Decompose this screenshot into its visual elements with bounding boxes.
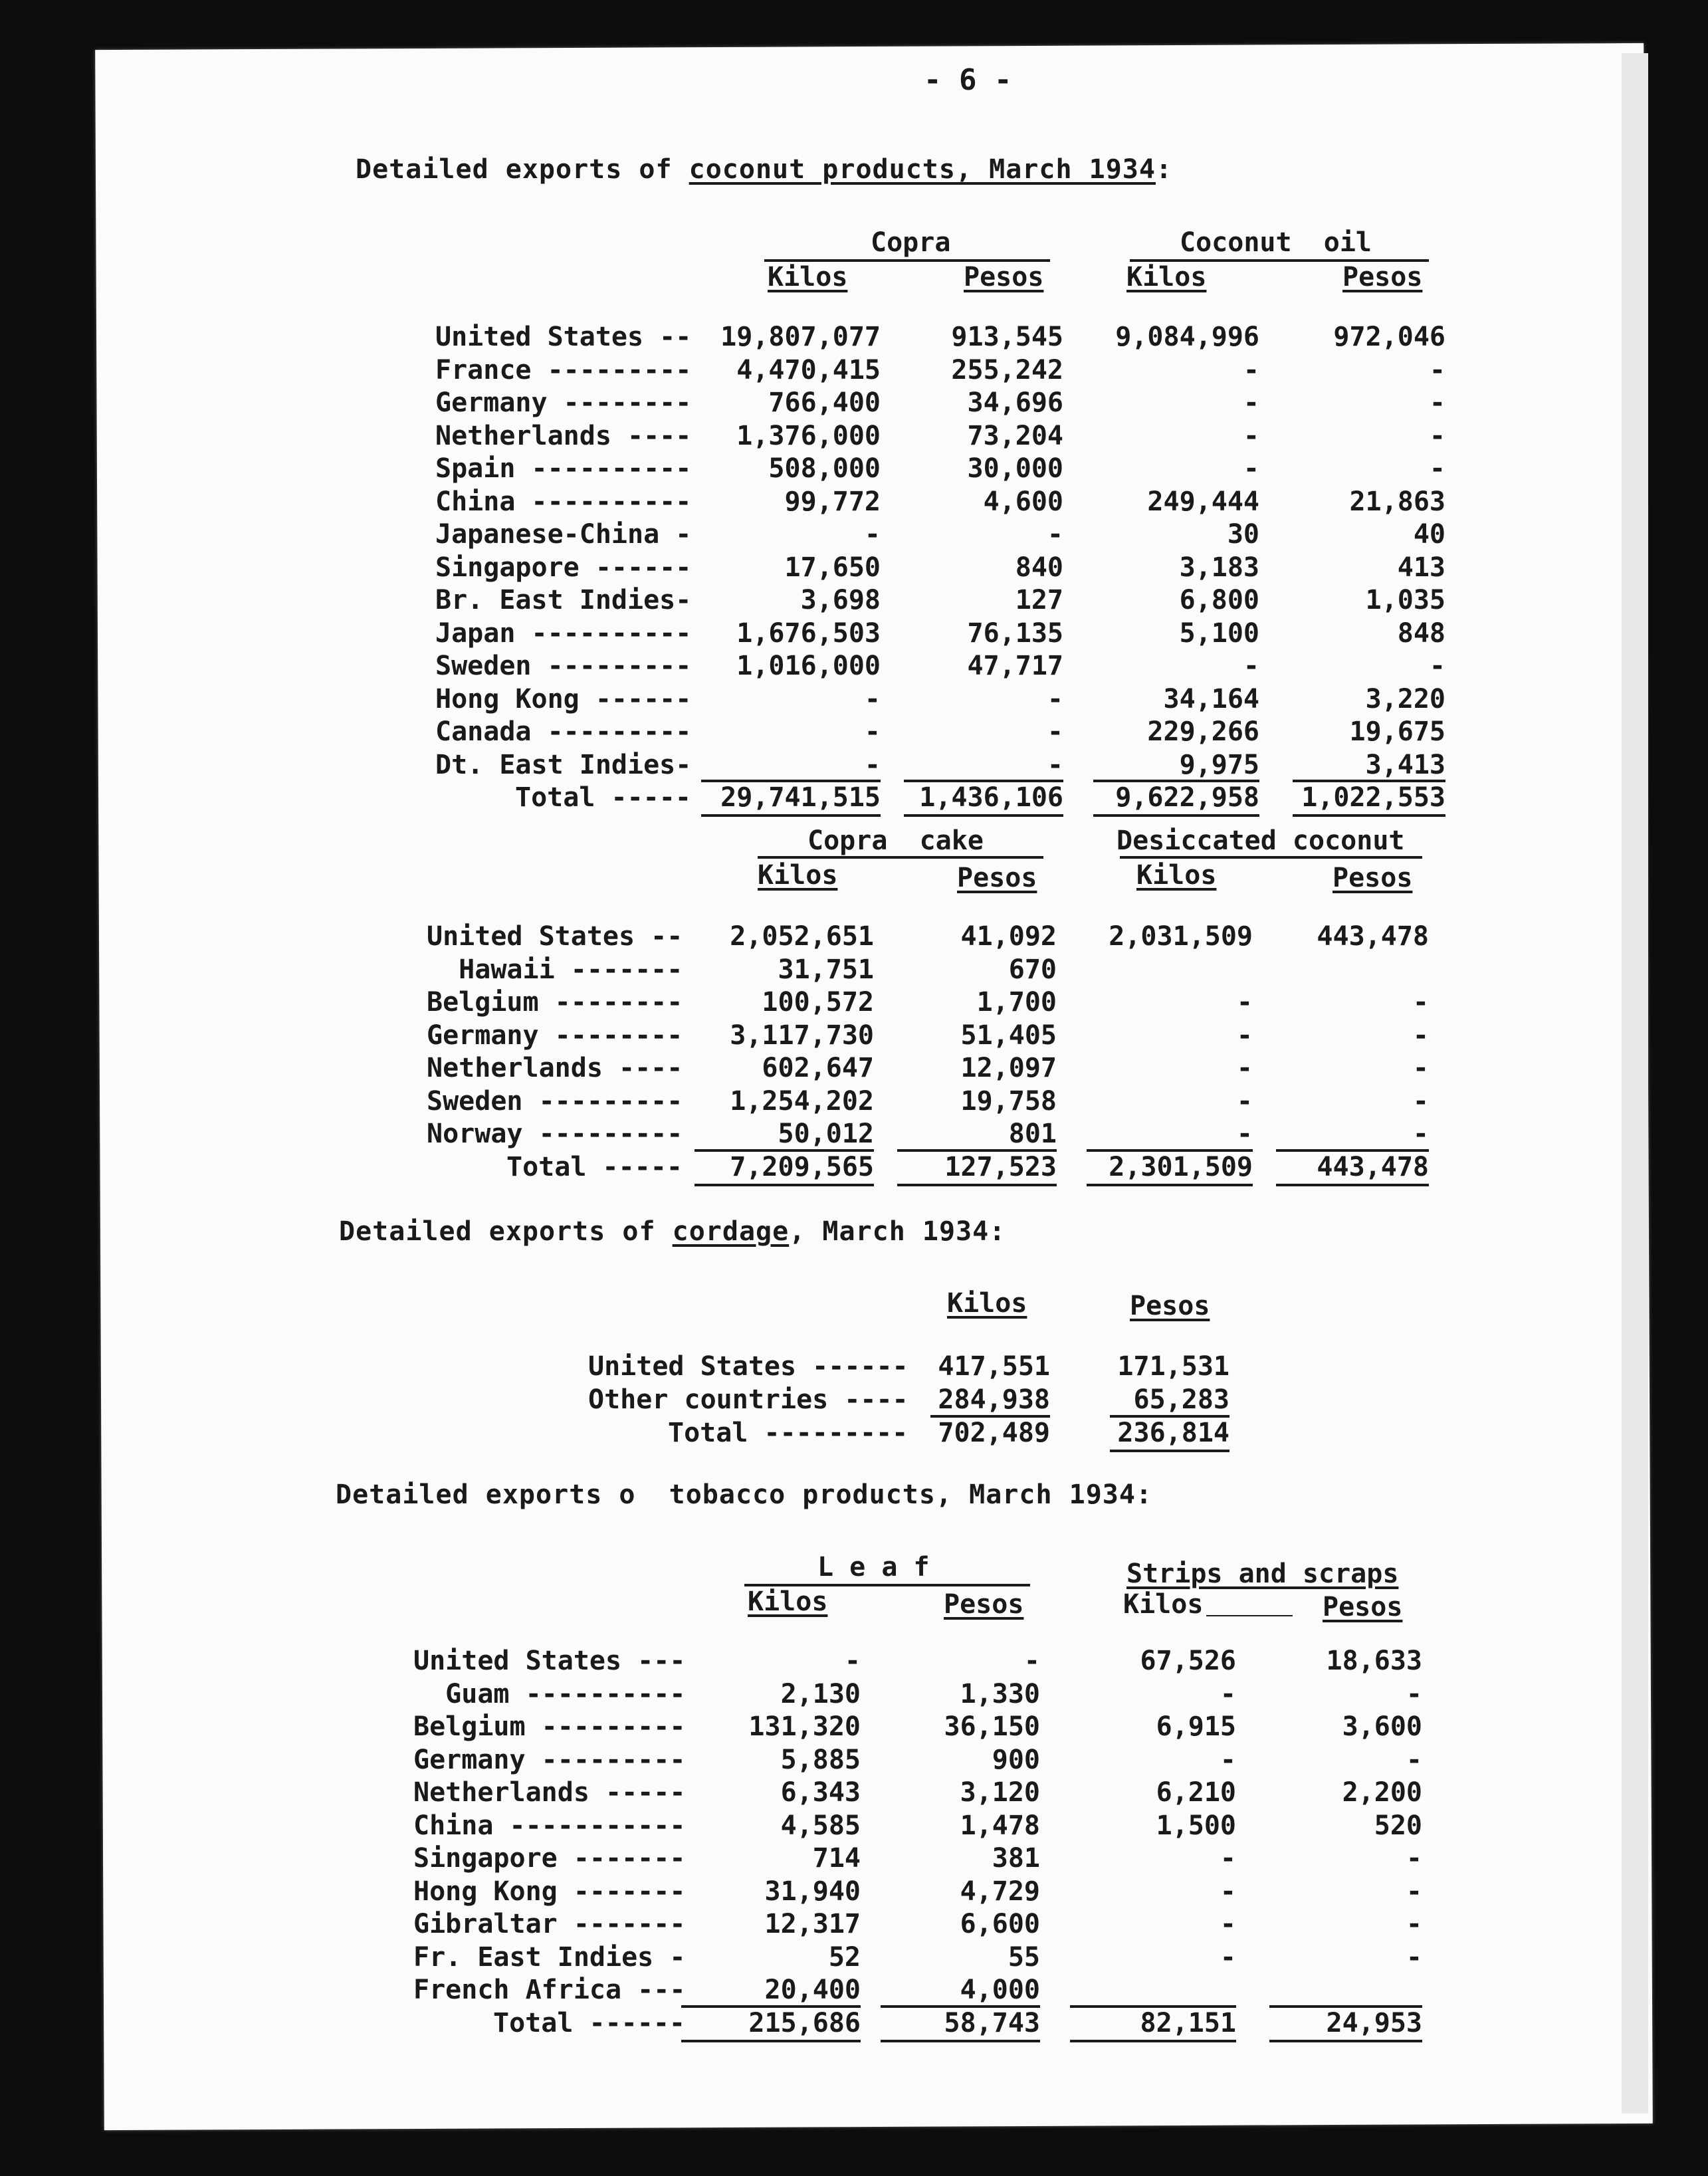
coconut-row-pesos-1: 255,242 [951, 354, 1063, 385]
tobacco-row-pesos-2: - [1406, 1843, 1422, 1874]
tobacco-row-kilos-1: 131,320 [748, 1711, 861, 1742]
coconut-row-kilos-1: 1,676,503 [736, 617, 881, 649]
copra-kilos-header: Kilos [768, 262, 848, 292]
cordage-total-kilos: 702,489 [938, 1418, 1050, 1448]
tobacco-row-pesos-1: 4,729 [960, 1876, 1040, 1907]
tobacco-row-kilos-2: 1,500 [1156, 1810, 1236, 1841]
cake-row-pesos-2: 443,478 [1317, 921, 1429, 952]
tobacco-row-kilos-1: 12,317 [764, 1909, 861, 1939]
tobacco-total-underline-kilos-2 [1070, 2040, 1236, 2042]
coconut-row-kilos-2: 9,975 [1179, 749, 1259, 780]
cake-row-kilos-2: - [1236, 1085, 1253, 1117]
cake-row-kilos-2: 2,031,509 [1109, 921, 1253, 952]
coconut-row-pesos-1: 840 [1015, 552, 1063, 583]
cordage-total-label: Total --------- [668, 1418, 908, 1448]
coconut-row-country: Japan ---------- [435, 617, 692, 649]
cordage-total-underline-pesos [1110, 1450, 1229, 1452]
coconut-heading [356, 154, 1172, 185]
coconut-row-pesos-2: 3,220 [1365, 683, 1445, 714]
cake-row-pesos-2: - [1412, 1085, 1429, 1117]
tobacco-row-pesos-2: 520 [1374, 1810, 1422, 1841]
strips-pesos-header: Pesos [1323, 1592, 1403, 1622]
tobacco-row-kilos-2: - [1220, 1909, 1236, 1939]
tobacco-total-kilos-1: 215,686 [748, 2007, 861, 2038]
tobacco-row-pesos-1: 6,600 [960, 1909, 1040, 1939]
coconut-total-underline-pesos-1 [904, 814, 1063, 817]
tobacco-row-pesos-1: 1,330 [960, 1678, 1040, 1709]
coconut-row-pesos-2: 40 [1413, 519, 1445, 550]
cake-total-underline-pesos-1 [897, 1184, 1057, 1186]
coconut-row-kilos-1: - [864, 749, 881, 780]
cake-row-country: Norway --------- [427, 1119, 683, 1149]
oil-kilos-header: Kilos [1126, 262, 1207, 292]
coconut-row-kilos-2: - [1243, 453, 1259, 484]
tobacco-row-pesos-1: 1,478 [960, 1810, 1040, 1841]
coconut-heading-subject: coconut products, March 1934 [689, 154, 1156, 185]
tobacco-row-pesos-1: 55 [1008, 1941, 1040, 1973]
tobacco-total-pesos-2: 24,953 [1326, 2007, 1422, 2038]
coconut-total-pesos-1: 1,436,106 [919, 782, 1063, 813]
tobacco-row-kilos-2: - [1220, 1843, 1236, 1874]
tobacco-row-kilos-2: - [1220, 1744, 1236, 1775]
tobacco-total-pesos-1: 58,743 [944, 2007, 1040, 2038]
coconut-row-country: Hong Kong ------ [435, 683, 692, 714]
coconut-row-kilos-2: 229,266 [1147, 716, 1259, 747]
cake-row-pesos-2: - [1412, 1020, 1429, 1051]
tobacco-row-pesos-1: 36,150 [944, 1711, 1040, 1742]
coconut-row-kilos-2: 9,084,996 [1115, 322, 1259, 352]
coconut-row-pesos-2: 19,675 [1349, 716, 1445, 747]
coconut-row-kilos-1: 99,772 [784, 486, 881, 517]
cake-total-pesos-1: 127,523 [944, 1151, 1057, 1182]
tobacco-row-kilos-1: 6,343 [780, 1777, 861, 1808]
coconut-row-pesos-2: 848 [1397, 617, 1445, 649]
cordage-heading-subject: cordage [672, 1216, 790, 1247]
coconut-row-country: Singapore ------ [435, 552, 692, 583]
cake-row-pesos-1: 41,092 [960, 921, 1057, 952]
tobacco-row-kilos-2: - [1220, 1876, 1236, 1907]
coconut-heading-post: : [1155, 154, 1173, 185]
coconut-row-country: China ---------- [435, 486, 692, 517]
copra-cake-group-header: Copra cake [807, 825, 984, 856]
cordage-row-country: United States ------ [588, 1351, 908, 1382]
tobacco-row-country: Guam ---------- [413, 1678, 686, 1709]
tobacco-row-kilos-1: 20,400 [764, 1975, 861, 2005]
tobacco-row-pesos-2: - [1406, 1678, 1422, 1709]
coconut-row-kilos-1: - [864, 683, 881, 714]
coconut-row-pesos-1: 127 [1015, 585, 1063, 615]
tobacco-total-underline-pesos-2 [1269, 2040, 1422, 2042]
strips-kilos-rule [1206, 1615, 1293, 1616]
leaf-pesos-header: Pesos [944, 1589, 1024, 1620]
coconut-row-country: United States -- [435, 322, 692, 352]
coconut-row-pesos-2: 21,863 [1349, 486, 1445, 517]
cake-row-kilos-1: 3,117,730 [730, 1020, 874, 1051]
coconut-row-country: Sweden --------- [435, 651, 692, 681]
desiccated-pesos-header: Pesos [1333, 863, 1413, 893]
cake-total-underline-kilos-1 [694, 1184, 874, 1186]
tobacco-row-kilos-1: - [844, 1646, 861, 1676]
cordage-kilos-header: Kilos [947, 1288, 1027, 1319]
tobacco-row-pesos-2: 18,633 [1326, 1646, 1422, 1676]
coconut-row-pesos-2: - [1429, 651, 1445, 681]
coconut-row-country: Canada --------- [435, 716, 692, 747]
tobacco-total-kilos-2: 82,151 [1140, 2007, 1236, 2038]
coconut-row-pesos-1: - [1047, 749, 1063, 780]
cake-total-kilos-1: 7,209,565 [730, 1151, 874, 1182]
tobacco-row-pesos-2: - [1406, 1941, 1422, 1973]
cake-row-pesos-1: 12,097 [960, 1053, 1057, 1083]
coconut-row-kilos-1: 508,000 [768, 453, 881, 484]
tobacco-row-country: China ----------- [413, 1810, 686, 1841]
coconut-row-kilos-2: - [1243, 420, 1259, 451]
tobacco-row-kilos-2: - [1220, 1941, 1236, 1973]
cordage-heading-post: , March 1934: [789, 1216, 1006, 1247]
coconut-row-kilos-1: 766,400 [768, 387, 881, 418]
coconut-row-pesos-1: 913,545 [951, 322, 1063, 352]
coconut-row-country: Germany -------- [435, 387, 692, 418]
cake-row-kilos-1: 100,572 [762, 987, 874, 1018]
coconut-row-pesos-2: 3,413 [1365, 749, 1445, 780]
coconut-row-kilos-1: 1,016,000 [736, 651, 881, 681]
strips-group-header: Strips and scraps [1126, 1559, 1399, 1589]
tobacco-row-kilos-1: 2,130 [780, 1678, 861, 1709]
cake-row-kilos-1: 31,751 [778, 954, 874, 985]
coconut-row-pesos-1: 34,696 [967, 387, 1063, 418]
cake-row-kilos-1: 1,254,202 [730, 1085, 874, 1117]
tobacco-row-kilos-2: - [1220, 1678, 1236, 1709]
coconut-row-kilos-1: 4,470,415 [736, 354, 881, 385]
tobacco-row-pesos-2: - [1406, 1744, 1422, 1775]
cake-total-kilos-2: 2,301,509 [1109, 1151, 1253, 1182]
tobacco-row-kilos-1: 4,585 [780, 1810, 861, 1841]
cordage-row-country: Other countries ---- [588, 1384, 908, 1415]
cake-row-pesos-1: 801 [1008, 1119, 1057, 1149]
leaf-kilos-header: Kilos [748, 1586, 828, 1617]
cake-row-country: Netherlands ---- [427, 1053, 683, 1083]
cake-row-pesos-1: 1,700 [976, 987, 1057, 1018]
cake-pesos-header: Pesos [957, 863, 1037, 893]
cordage-row-pesos: 65,283 [1133, 1384, 1229, 1415]
cordage-row-pesos: 171,531 [1117, 1351, 1229, 1382]
cake-row-pesos-2: - [1412, 1119, 1429, 1149]
tobacco-row-pesos-2: - [1406, 1876, 1422, 1907]
tobacco-row-country: Belgium --------- [413, 1711, 686, 1742]
coconut-heading-pre: Detailed exports of [356, 154, 689, 185]
cake-total-pesos-2: 443,478 [1317, 1151, 1429, 1182]
tobacco-row-country: Fr. East Indies - [413, 1941, 686, 1973]
coconut-row-pesos-2: 413 [1397, 552, 1445, 583]
cordage-row-kilos: 284,938 [938, 1384, 1050, 1415]
coconut-row-country: Br. East Indies- [435, 585, 692, 615]
tobacco-row-kilos-2: 67,526 [1140, 1646, 1236, 1676]
copra-group-header: Copra [871, 227, 951, 258]
tobacco-row-pesos-2: 3,600 [1342, 1711, 1422, 1742]
cake-row-kilos-2: - [1236, 1020, 1253, 1051]
coconut-row-pesos-2: - [1429, 420, 1445, 451]
coconut-row-kilos-2: - [1243, 354, 1259, 385]
cordage-total-pesos: 236,814 [1117, 1418, 1229, 1448]
cake-total-underline-pesos-2 [1276, 1184, 1429, 1186]
cake-row-pesos-1: 670 [1008, 954, 1057, 985]
cake-total-underline-kilos-2 [1087, 1184, 1253, 1186]
coconut-row-pesos-2: 972,046 [1333, 322, 1445, 352]
tobacco-row-pesos-1: 381 [992, 1843, 1040, 1874]
coconut-oil-group-header: Coconut oil [1180, 227, 1372, 258]
cake-row-country: Sweden --------- [427, 1085, 683, 1117]
coconut-row-kilos-2: 249,444 [1147, 486, 1259, 517]
coconut-total-kilos-1: 29,741,515 [720, 782, 881, 813]
cake-row-kilos-1: 2,052,651 [730, 921, 874, 952]
cake-row-country: Belgium -------- [427, 987, 683, 1018]
coconut-row-kilos-1: 1,376,000 [736, 420, 881, 451]
tobacco-heading: Detailed exports o tobacco products, March 1934: [336, 1479, 1153, 1510]
coconut-row-country: Spain ---------- [435, 453, 692, 484]
coconut-row-kilos-2: - [1243, 387, 1259, 418]
coconut-total-pesos-2: 1,022,553 [1301, 782, 1445, 813]
coconut-row-pesos-1: - [1047, 716, 1063, 747]
coconut-row-kilos-1: 3,698 [800, 585, 881, 615]
copra-cake-group-rule [758, 856, 1043, 859]
tobacco-row-pesos-1: - [1023, 1646, 1040, 1676]
strips-kilos-header: Kilos [1123, 1589, 1204, 1620]
coconut-total-kilos-2: 9,622,958 [1115, 782, 1259, 813]
coconut-row-kilos-2: 34,164 [1163, 683, 1259, 714]
oil-pesos-header: Pesos [1342, 262, 1423, 292]
cake-row-pesos-2: - [1412, 987, 1429, 1018]
cordage-heading [339, 1216, 1006, 1247]
cake-row-kilos-1: 50,012 [778, 1119, 874, 1149]
tobacco-row-country: Hong Kong ------- [413, 1876, 686, 1907]
tobacco-row-kilos-1: 52 [828, 1941, 861, 1973]
cake-row-kilos-2: - [1236, 1053, 1253, 1083]
leaf-group-header: L e a f [817, 1552, 930, 1582]
coconut-row-country: Dt. East Indies- [435, 749, 692, 780]
coconut-row-pesos-2: - [1429, 453, 1445, 484]
coconut-row-country: Netherlands ---- [435, 420, 692, 451]
coconut-total-underline-kilos-1 [701, 814, 881, 817]
coconut-row-kilos-1: 19,807,077 [720, 322, 881, 352]
cake-row-kilos-1: 602,647 [762, 1053, 874, 1083]
coconut-row-pesos-1: - [1047, 683, 1063, 714]
coconut-row-kilos-1: 17,650 [784, 552, 881, 583]
tobacco-row-country: French Africa --- [413, 1975, 686, 2005]
coconut-row-country: France --------- [435, 354, 692, 385]
cake-kilos-header: Kilos [758, 860, 838, 891]
coconut-row-kilos-1: - [864, 716, 881, 747]
cordage-heading-pre: Detailed exports of [339, 1216, 673, 1247]
tobacco-row-pesos-1: 4,000 [960, 1975, 1040, 2005]
tobacco-row-kilos-1: 714 [812, 1843, 861, 1874]
coconut-row-pesos-2: - [1429, 354, 1445, 385]
page-number: - 6 - [924, 63, 1012, 97]
desiccated-kilos-header: Kilos [1136, 860, 1217, 891]
cake-row-kilos-2: - [1236, 1119, 1253, 1149]
tobacco-row-kilos-2: 6,210 [1156, 1777, 1236, 1808]
coconut-row-kilos-2: - [1243, 651, 1259, 681]
copra-pesos-header: Pesos [964, 262, 1044, 292]
cake-row-pesos-1: 51,405 [960, 1020, 1057, 1051]
coconut-row-pesos-1: 73,204 [967, 420, 1063, 451]
coconut-row-pesos-1: 4,600 [983, 486, 1063, 517]
tobacco-row-pesos-1: 900 [992, 1744, 1040, 1775]
tobacco-row-kilos-1: 5,885 [780, 1744, 861, 1775]
tobacco-row-kilos-1: 31,940 [764, 1876, 861, 1907]
cake-row-kilos-2: - [1236, 987, 1253, 1018]
coconut-total-underline-pesos-2 [1293, 814, 1445, 817]
tobacco-total-label: Total ------ [493, 2007, 685, 2038]
cake-row-country: United States -- [427, 921, 683, 952]
cake-row-pesos-2: - [1412, 1053, 1429, 1083]
page-edge [1622, 53, 1648, 2114]
coconut-row-pesos-2: 1,035 [1365, 585, 1445, 615]
tobacco-row-country: Germany --------- [413, 1744, 686, 1775]
tobacco-row-country: Netherlands ----- [413, 1777, 686, 1808]
coconut-row-pesos-1: - [1047, 519, 1063, 550]
tobacco-total-underline-pesos-1 [881, 2040, 1040, 2042]
tobacco-row-country: Singapore ------- [413, 1843, 686, 1874]
coconut-row-pesos-1: 76,135 [967, 617, 1063, 649]
coconut-row-kilos-1: - [864, 519, 881, 550]
cake-row-country: Hawaii ------- [427, 954, 683, 985]
coconut-row-pesos-1: 47,717 [967, 651, 1063, 681]
coconut-row-kilos-2: 30 [1227, 519, 1259, 550]
desiccated-group-header: Desiccated coconut [1117, 825, 1405, 856]
cake-row-country: Germany -------- [427, 1020, 683, 1051]
tobacco-row-country: United States --- [413, 1646, 686, 1676]
coconut-row-pesos-1: 30,000 [967, 453, 1063, 484]
tobacco-row-pesos-2: - [1406, 1909, 1422, 1939]
cake-row-pesos-1: 19,758 [960, 1085, 1057, 1117]
coconut-total-underline-kilos-2 [1093, 814, 1259, 817]
cordage-row-kilos: 417,551 [938, 1351, 1050, 1382]
coconut-total-label: Total ----- [515, 782, 691, 813]
coconut-row-kilos-2: 5,100 [1179, 617, 1259, 649]
coconut-row-kilos-2: 6,800 [1179, 585, 1259, 615]
tobacco-total-underline-kilos-1 [681, 2040, 861, 2042]
coconut-row-kilos-2: 3,183 [1179, 552, 1259, 583]
desiccated-group-rule [1120, 856, 1422, 859]
tobacco-row-pesos-1: 3,120 [960, 1777, 1040, 1808]
coconut-row-pesos-2: - [1429, 387, 1445, 418]
tobacco-row-pesos-2: 2,200 [1342, 1777, 1422, 1808]
cake-total-label: Total ----- [506, 1151, 683, 1182]
coconut-row-country: Japanese-China - [435, 519, 692, 550]
tobacco-row-country: Gibraltar ------- [413, 1909, 686, 1939]
tobacco-row-kilos-2: 6,915 [1156, 1711, 1236, 1742]
cordage-pesos-header: Pesos [1130, 1291, 1210, 1321]
